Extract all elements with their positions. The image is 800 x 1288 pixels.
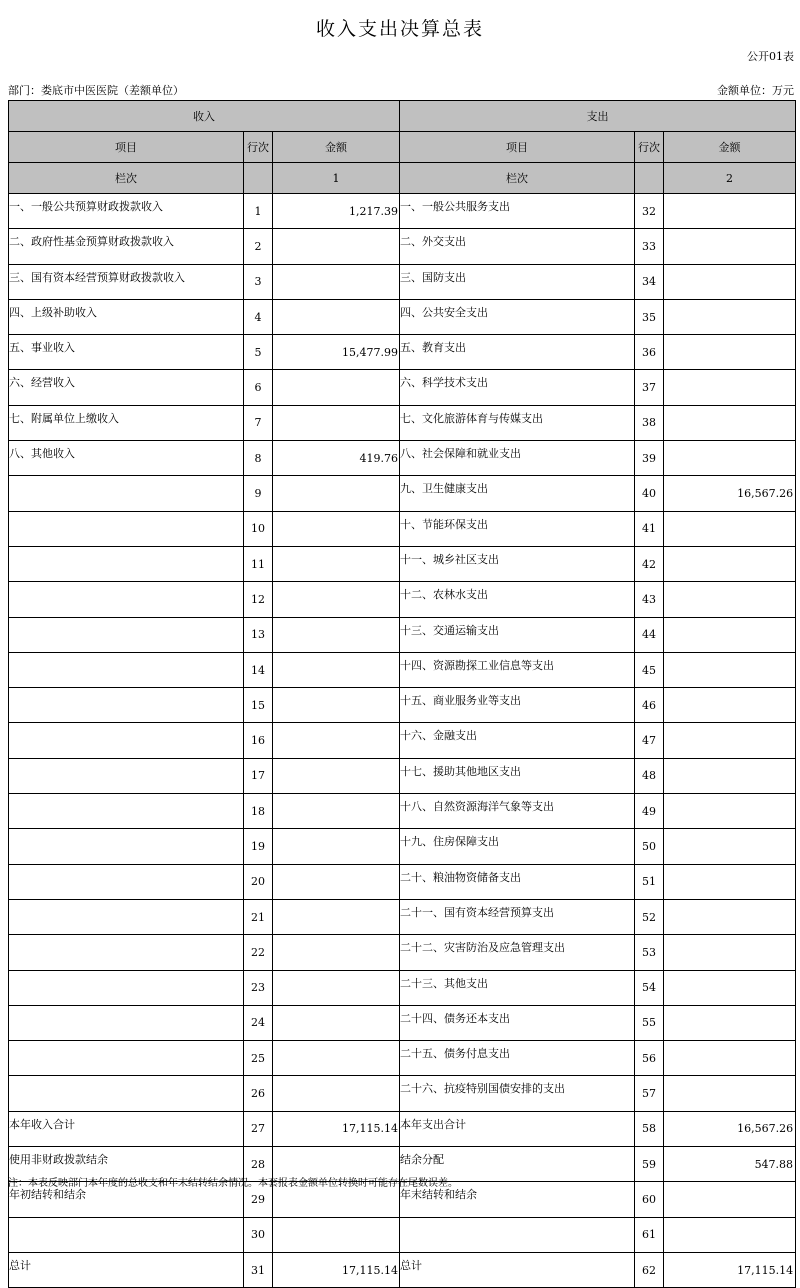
- income-item-cell: [9, 688, 244, 723]
- table-row: [9, 899, 796, 934]
- expense-amount-cell: [664, 405, 796, 440]
- expense-amount-cell: [664, 617, 796, 652]
- income-line-cell: 22: [244, 935, 273, 970]
- table-row: [9, 441, 796, 476]
- table-row: [9, 299, 796, 334]
- expense-amount-cell: [664, 194, 796, 229]
- income-line-cell: 7: [244, 405, 273, 440]
- expense-line-cell: 34: [635, 264, 664, 299]
- income-amount-cell: 17,115.14: [273, 1252, 400, 1287]
- income-amount-cell: [273, 264, 400, 299]
- income-amount-cell: [273, 652, 400, 687]
- income-item-cell: 本年收入合计: [9, 1111, 244, 1146]
- expense-amount-cell: [664, 582, 796, 617]
- expense-line-cell: 55: [635, 1005, 664, 1040]
- expense-item-cell: 结余分配: [400, 1147, 635, 1182]
- table-row: [9, 1252, 796, 1287]
- expense-item-cell: 二十五、债务付息支出: [400, 1041, 635, 1076]
- income-amount-header: 金额: [273, 132, 400, 163]
- expense-line-cell: 32: [635, 194, 664, 229]
- income-line-cell: 21: [244, 899, 273, 934]
- income-section-header: 收入: [9, 101, 400, 132]
- expense-column-no-label: 栏次: [400, 163, 635, 194]
- table-row: [9, 652, 796, 687]
- expense-item-cell: 二十四、债务还本支出: [400, 1005, 635, 1040]
- income-item-cell: 年初结转和结余: [9, 1182, 244, 1217]
- income-amount-cell: [273, 229, 400, 264]
- income-amount-cell: 1,217.39: [273, 194, 400, 229]
- expense-column-no-blank: [635, 163, 664, 194]
- expense-line-cell: 61: [635, 1217, 664, 1252]
- income-amount-cell: [273, 723, 400, 758]
- income-item-cell: [9, 617, 244, 652]
- expense-line-cell: 37: [635, 370, 664, 405]
- expense-item-cell: 十四、资源勘探工业信息等支出: [400, 652, 635, 687]
- expense-amount-cell: [664, 652, 796, 687]
- expense-item-cell: 五、教育支出: [400, 335, 635, 370]
- department-label: 部门：娄底市中医医院（差额单位）: [8, 84, 184, 97]
- income-item-cell: [9, 899, 244, 934]
- income-amount-cell: [273, 546, 400, 581]
- expense-line-cell: 54: [635, 970, 664, 1005]
- expense-amount-cell: [664, 229, 796, 264]
- income-line-cell: 28: [244, 1147, 273, 1182]
- expense-amount-cell: [664, 970, 796, 1005]
- expense-line-cell: 50: [635, 829, 664, 864]
- table-row: [9, 617, 796, 652]
- income-line-cell: 29: [244, 1182, 273, 1217]
- income-line-cell: 25: [244, 1041, 273, 1076]
- expense-item-cell: 二、外交支出: [400, 229, 635, 264]
- income-line-cell: 17: [244, 758, 273, 793]
- expense-line-cell: 42: [635, 546, 664, 581]
- expense-line-cell: 38: [635, 405, 664, 440]
- income-item-cell: [9, 1005, 244, 1040]
- expense-item-cell: 总计: [400, 1252, 635, 1287]
- expense-line-cell: 59: [635, 1147, 664, 1182]
- expense-amount-cell: 16,567.26: [664, 476, 796, 511]
- amount-unit-label: 金额单位：万元: [717, 84, 794, 97]
- expense-line-cell: 49: [635, 794, 664, 829]
- income-line-cell: 15: [244, 688, 273, 723]
- expense-line-cell: 45: [635, 652, 664, 687]
- expense-line-cell: 40: [635, 476, 664, 511]
- income-amount-cell: [273, 794, 400, 829]
- income-item-cell: [9, 582, 244, 617]
- expense-item-cell: 二十六、抗疫特别国债安排的支出: [400, 1076, 635, 1111]
- section-header-row: [9, 101, 796, 132]
- income-amount-cell: [273, 1005, 400, 1040]
- table-row: [9, 1076, 796, 1111]
- expense-line-cell: 36: [635, 335, 664, 370]
- table-row: [9, 405, 796, 440]
- income-item-cell: [9, 935, 244, 970]
- table-row: [9, 1111, 796, 1146]
- income-line-cell: 10: [244, 511, 273, 546]
- income-amount-cell: [273, 370, 400, 405]
- expense-amount-cell: [664, 370, 796, 405]
- expense-amount-cell: [664, 1076, 796, 1111]
- expense-line-cell: 39: [635, 441, 664, 476]
- expense-line-cell: 53: [635, 935, 664, 970]
- expense-item-cell: 七、文化旅游体育与传媒支出: [400, 405, 635, 440]
- table-row: [9, 758, 796, 793]
- income-amount-cell: [273, 899, 400, 934]
- income-line-header: 行次: [244, 132, 273, 163]
- expense-line-cell: 44: [635, 617, 664, 652]
- income-item-cell: [9, 546, 244, 581]
- expense-item-cell: 十一、城乡社区支出: [400, 546, 635, 581]
- income-line-cell: 31: [244, 1252, 273, 1287]
- expense-item-cell: 四、公共安全支出: [400, 299, 635, 334]
- income-line-cell: 11: [244, 546, 273, 581]
- income-item-cell: 三、国有资本经营预算财政拨款收入: [9, 264, 244, 299]
- expense-item-cell: 二十三、其他支出: [400, 970, 635, 1005]
- income-line-cell: 5: [244, 335, 273, 370]
- expense-item-cell: 十五、商业服务业等支出: [400, 688, 635, 723]
- income-item-cell: [9, 758, 244, 793]
- income-line-cell: 9: [244, 476, 273, 511]
- expense-line-cell: 48: [635, 758, 664, 793]
- expense-amount-cell: [664, 935, 796, 970]
- expense-amount-cell: [664, 1005, 796, 1040]
- income-amount-cell: [273, 1076, 400, 1111]
- table-row: [9, 970, 796, 1005]
- expense-item-cell: 十、节能环保支出: [400, 511, 635, 546]
- income-line-cell: 26: [244, 1076, 273, 1111]
- income-item-cell: [9, 652, 244, 687]
- expense-item-cell: 九、卫生健康支出: [400, 476, 635, 511]
- income-amount-cell: [273, 511, 400, 546]
- income-item-cell: [9, 864, 244, 899]
- income-line-cell: 2: [244, 229, 273, 264]
- income-column-no-label: 栏次: [9, 163, 244, 194]
- expense-line-cell: 35: [635, 299, 664, 334]
- expense-item-cell: 十二、农林水支出: [400, 582, 635, 617]
- expense-amount-cell: [664, 1182, 796, 1217]
- expense-item-cell: 一、一般公共服务支出: [400, 194, 635, 229]
- expense-line-cell: 51: [635, 864, 664, 899]
- expense-line-cell: 56: [635, 1041, 664, 1076]
- income-amount-cell: 15,477.99: [273, 335, 400, 370]
- income-item-cell: [9, 829, 244, 864]
- expense-line-cell: 46: [635, 688, 664, 723]
- income-line-cell: 23: [244, 970, 273, 1005]
- expense-amount-cell: [664, 794, 796, 829]
- expense-line-cell: 57: [635, 1076, 664, 1111]
- income-amount-cell: [273, 758, 400, 793]
- expense-amount-cell: 16,567.26: [664, 1111, 796, 1146]
- income-line-cell: 6: [244, 370, 273, 405]
- expense-line-cell: 58: [635, 1111, 664, 1146]
- income-item-cell: [9, 1076, 244, 1111]
- table-row: [9, 476, 796, 511]
- income-amount-cell: 17,115.14: [273, 1111, 400, 1146]
- income-amount-cell: [273, 1041, 400, 1076]
- expense-item-header: 项目: [400, 132, 635, 163]
- income-amount-cell: [273, 299, 400, 334]
- expense-item-cell: 本年支出合计: [400, 1111, 635, 1146]
- income-amount-cell: [273, 970, 400, 1005]
- form-code: 公开01表: [747, 50, 794, 63]
- income-item-cell: [9, 511, 244, 546]
- table-row: [9, 264, 796, 299]
- page-title: 收入支出决算总表: [315, 18, 484, 40]
- expense-item-cell: 十八、自然资源海洋气象等支出: [400, 794, 635, 829]
- table-row: [9, 829, 796, 864]
- income-line-cell: 1: [244, 194, 273, 229]
- income-amount-cell: [273, 617, 400, 652]
- income-amount-cell: [273, 405, 400, 440]
- expense-amount-cell: [664, 299, 796, 334]
- column-index-row: [9, 163, 796, 194]
- income-item-cell: 二、政府性基金预算财政拨款收入: [9, 229, 244, 264]
- income-amount-cell: [273, 582, 400, 617]
- footnote: 注：本表反映部门本年度的总收支和年末结转结余情况。本套报表金额单位转换时可能存在尾数误差。: [8, 1178, 458, 1189]
- expense-item-cell: 二十、粮油物资储备支出: [400, 864, 635, 899]
- income-item-cell: [9, 970, 244, 1005]
- income-item-header: 项目: [9, 132, 244, 163]
- table-row: [9, 1217, 796, 1252]
- income-item-cell: 四、上级补助收入: [9, 299, 244, 334]
- income-line-cell: 14: [244, 652, 273, 687]
- expense-amount-header: 金额: [664, 132, 796, 163]
- expense-amount-cell: 547.88: [664, 1147, 796, 1182]
- income-amount-cell: [273, 1217, 400, 1252]
- expense-amount-cell: [664, 441, 796, 476]
- income-line-cell: 18: [244, 794, 273, 829]
- table-row: [9, 1005, 796, 1040]
- expense-amount-cell: [664, 758, 796, 793]
- expense-amount-cell: [664, 899, 796, 934]
- income-item-cell: 八、其他收入: [9, 441, 244, 476]
- income-line-cell: 19: [244, 829, 273, 864]
- expense-item-cell: 六、科学技术支出: [400, 370, 635, 405]
- expense-line-header: 行次: [635, 132, 664, 163]
- expense-line-cell: 43: [635, 582, 664, 617]
- income-line-cell: 24: [244, 1005, 273, 1040]
- income-line-cell: 12: [244, 582, 273, 617]
- table-row: [9, 335, 796, 370]
- income-amount-cell: [273, 829, 400, 864]
- expense-section-header: 支出: [400, 101, 796, 132]
- expense-item-cell: 十九、住房保障支出: [400, 829, 635, 864]
- table-row: [9, 194, 796, 229]
- income-item-cell: 一、一般公共预算财政拨款收入: [9, 194, 244, 229]
- table-row: [9, 688, 796, 723]
- expense-item-cell: [400, 1217, 635, 1252]
- expense-line-cell: 62: [635, 1252, 664, 1287]
- expense-amount-cell: [664, 1217, 796, 1252]
- income-item-cell: [9, 1217, 244, 1252]
- expense-item-cell: 十七、援助其他地区支出: [400, 758, 635, 793]
- income-line-cell: 8: [244, 441, 273, 476]
- income-amount-cell: [273, 864, 400, 899]
- expense-item-cell: 十三、交通运输支出: [400, 617, 635, 652]
- income-amount-cell: 419.76: [273, 441, 400, 476]
- expense-amount-cell: [664, 829, 796, 864]
- income-column-index: 1: [273, 163, 400, 194]
- expense-amount-cell: [664, 335, 796, 370]
- table-row: [9, 794, 796, 829]
- expense-amount-cell: [664, 264, 796, 299]
- table-row: [9, 864, 796, 899]
- income-item-cell: 七、附属单位上缴收入: [9, 405, 244, 440]
- expense-amount-cell: 17,115.14: [664, 1252, 796, 1287]
- expense-column-index: 2: [664, 163, 796, 194]
- table-row: [9, 546, 796, 581]
- expense-amount-cell: [664, 688, 796, 723]
- income-expense-table: [8, 100, 796, 1288]
- income-item-cell: [9, 794, 244, 829]
- expense-amount-cell: [664, 546, 796, 581]
- income-item-cell: [9, 1041, 244, 1076]
- income-item-cell: 总计: [9, 1252, 244, 1287]
- expense-item-cell: 年末结转和结余: [400, 1182, 635, 1217]
- income-amount-cell: [273, 688, 400, 723]
- table-row: [9, 935, 796, 970]
- income-line-cell: 4: [244, 299, 273, 334]
- income-amount-cell: [273, 476, 400, 511]
- income-line-cell: 20: [244, 864, 273, 899]
- expense-line-cell: 41: [635, 511, 664, 546]
- income-amount-cell: [273, 935, 400, 970]
- expense-item-cell: 十六、金融支出: [400, 723, 635, 758]
- expense-item-cell: 八、社会保障和就业支出: [400, 441, 635, 476]
- expense-amount-cell: [664, 1041, 796, 1076]
- expense-line-cell: 60: [635, 1182, 664, 1217]
- income-item-cell: [9, 476, 244, 511]
- table-row: [9, 229, 796, 264]
- expense-line-cell: 33: [635, 229, 664, 264]
- table-row: [9, 582, 796, 617]
- income-item-cell: 六、经营收入: [9, 370, 244, 405]
- column-header-row: [9, 132, 796, 163]
- table-row: [9, 1041, 796, 1076]
- expense-line-cell: 47: [635, 723, 664, 758]
- expense-amount-cell: [664, 864, 796, 899]
- table-row: [9, 723, 796, 758]
- expense-item-cell: 三、国防支出: [400, 264, 635, 299]
- expense-amount-cell: [664, 723, 796, 758]
- expense-amount-cell: [664, 511, 796, 546]
- income-column-no-blank: [244, 163, 273, 194]
- expense-line-cell: 52: [635, 899, 664, 934]
- income-line-cell: 3: [244, 264, 273, 299]
- income-item-cell: 五、事业收入: [9, 335, 244, 370]
- income-line-cell: 13: [244, 617, 273, 652]
- income-item-cell: 使用非财政拨款结余: [9, 1147, 244, 1182]
- income-item-cell: [9, 723, 244, 758]
- table-row: [9, 370, 796, 405]
- income-line-cell: 30: [244, 1217, 273, 1252]
- expense-item-cell: 二十一、国有资本经营预算支出: [400, 899, 635, 934]
- income-line-cell: 16: [244, 723, 273, 758]
- income-line-cell: 27: [244, 1111, 273, 1146]
- table-row: [9, 511, 796, 546]
- expense-item-cell: 二十二、灾害防治及应急管理支出: [400, 935, 635, 970]
